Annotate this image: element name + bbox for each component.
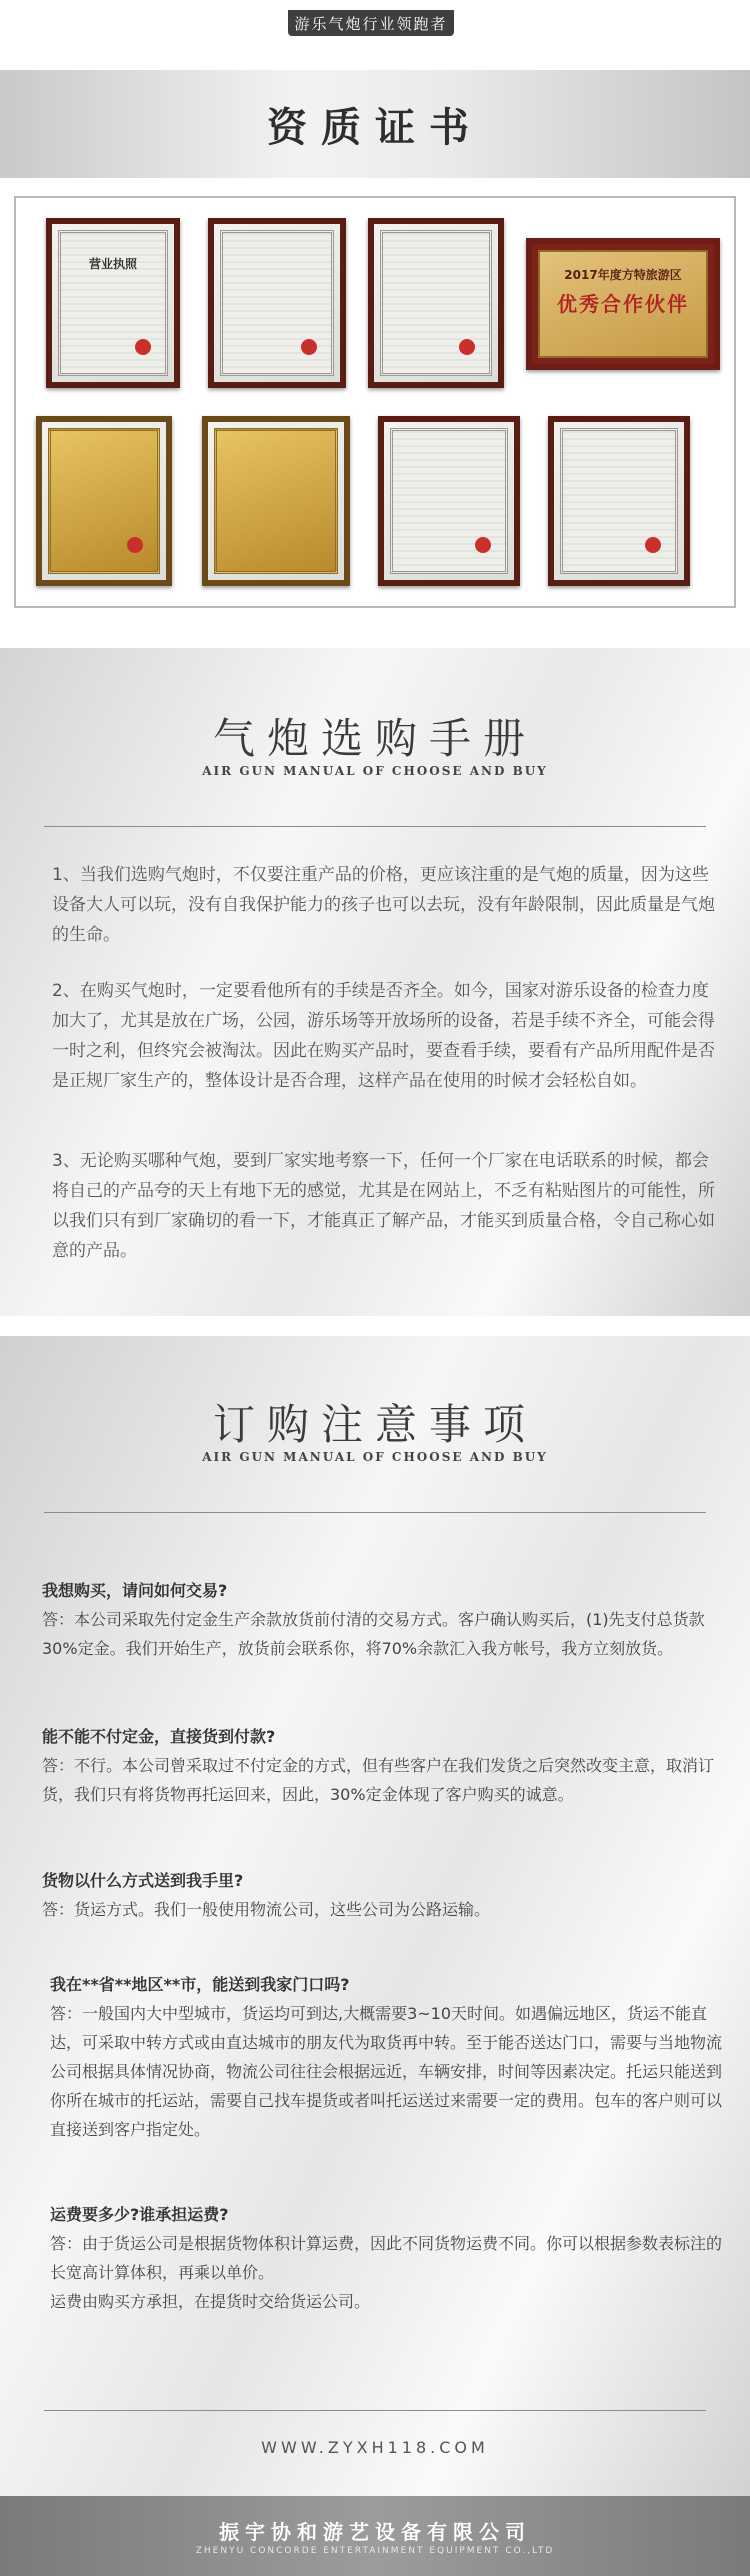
faq-question: 能不能不付定金，直接货到付款? [42, 1727, 276, 1746]
certificate-label: 营业执照 [88, 257, 137, 271]
red-seal-icon [135, 339, 151, 355]
faq-item [50, 1970, 722, 2144]
award-year-text: 2017年度方特旅游区 [564, 268, 682, 282]
faq-question: 我在**省**地区**市，能送到我家门口吗? [50, 1975, 350, 1994]
red-seal-icon [459, 339, 475, 355]
faq-answer-extra: 运费由购买方承担，在提货时交给货运公司。 [50, 2292, 371, 2311]
certificate-2 [208, 218, 346, 388]
certificates-title: 资质证书 [267, 104, 483, 151]
order-title: 订购注意事项 [212, 1400, 537, 1449]
top-slogan-tag: 游乐气炮行业领跑者 [288, 10, 454, 36]
faq-question: 运费要多少?谁承担运费? [50, 2205, 229, 2224]
faq-item [50, 2200, 722, 2316]
guide-divider [44, 826, 706, 827]
certificate-gold-1 [36, 416, 172, 586]
faq-answer: 答：货运方式。我们一般使用物流公司，这些公司为公路运输。 [42, 1900, 491, 1919]
certificate-3 [368, 218, 504, 388]
certificate-gold-2 [202, 416, 350, 586]
guide-title: 气炮选购手册 [212, 714, 537, 763]
order-divider-top [44, 1512, 706, 1513]
certificates-banner [0, 70, 750, 178]
certificate-business-license [46, 218, 180, 388]
red-seal-icon [127, 537, 143, 553]
red-seal-icon [475, 537, 491, 553]
faq-item [42, 1722, 722, 1809]
award-title-text: 优秀合作伙伴 [557, 292, 689, 316]
guide-paragraph-2: 2、在购买气炮时，一定要看他所有的手续是否齐全。如今，国家对游乐设备的检查力度加大了，尤其是放在广场，公园，游乐场等开放场所的设备，若是手续不齐全，可能会得一时之利，但终究会被淘汰。因此在购买产品时，要查看手续，要看有产品所用配件是否是正规厂家生产的，整体设计是否合理，这样产品在使用的时候才会轻松自如。 [52, 981, 715, 1091]
company-footer [0, 2496, 750, 2576]
faq-item [42, 1866, 722, 1924]
faq-question: 我想购买，请问如何交易? [42, 1581, 228, 1600]
order-divider-bottom [44, 2410, 706, 2411]
guide-paragraph-1: 1、当我们选购气炮时，不仅要注重产品的价格，更应该注重的是气炮的质量，因为这些设备大人可以玩，没有自我保护能力的孩子也可以去玩，没有年龄限制，因此质量是气炮的生命。 [52, 865, 715, 945]
red-seal-icon [645, 537, 661, 553]
faq-answer: 答：本公司采取先付定金生产余款放货前付清的交易方式。客户确认购买后，(1)先支付总货款30%定金。我们开始生产，放货前会联系你，将70%余款汇入我方帐号，我方立刻放货。 [42, 1610, 705, 1658]
guide-subtitle: AIR GUN MANUAL OF CHOOSE AND BUY [202, 764, 548, 778]
certificates-gallery [14, 196, 736, 608]
award-plaque [526, 238, 720, 370]
order-subtitle: AIR GUN MANUAL OF CHOOSE AND BUY [202, 1450, 548, 1464]
company-name-en: ZHENYU CONCORDE ENTERTAINMENT EQUIPMENT CO.,LTD [195, 2546, 555, 2556]
faq-answer: 答：由于货运公司是根据货物体积计算运费，因此不同货物运费不同。你可以根据参数表标注的长宽高计算体积，再乘以单价。 [50, 2234, 723, 2282]
faq-answer: 答：不行。本公司曾采取过不付定金的方式，但有些客户在我们发货之后突然改变主意，取消订货，我们只有将货物再托运回来，因此，30%定金体现了客户购买的诚意。 [42, 1756, 715, 1804]
company-name-cn: 振宇协和游艺设备有限公司 [219, 2520, 531, 2544]
certificate-8 [548, 416, 690, 586]
red-seal-icon [301, 339, 317, 355]
certificate-7 [378, 416, 520, 586]
faq-item [42, 1576, 722, 1663]
faq-answer: 答：一般国内大中型城市，货运均可到达,大概需要3~10天时间。如遇偏远地区，货运不能直达，可采取中转方式或由直达城市的朋友代为取货再中转。至于能否送达门口，需要与当地物流公司根据具体情况协商，物流公司往往会根据远近，车辆安排，时间等因素决定。托运只能送到你所在城市的托运站，需要自己找车提货或者叫托运送过来需要一定的费用。包车的客户则可以直接送到客户指定处。 [50, 2004, 723, 2139]
faq-question: 货物以什么方式送到我手里? [42, 1871, 244, 1890]
guide-paragraph-3: 3、无论购买哪种气炮，要到厂家实地考察一下，任何一个厂家在电话联系的时候，都会将自己的产品夸的天上有地下无的感觉，尤其是在网站上，不乏有粘贴图片的可能性，所以我们只有到厂家确切的看一下，才能真正了解产品，才能买到质量合格，令自己称心如意的产品。 [52, 1151, 715, 1261]
website-link[interactable]: WWW.ZYXH118.COM [261, 2438, 489, 2457]
